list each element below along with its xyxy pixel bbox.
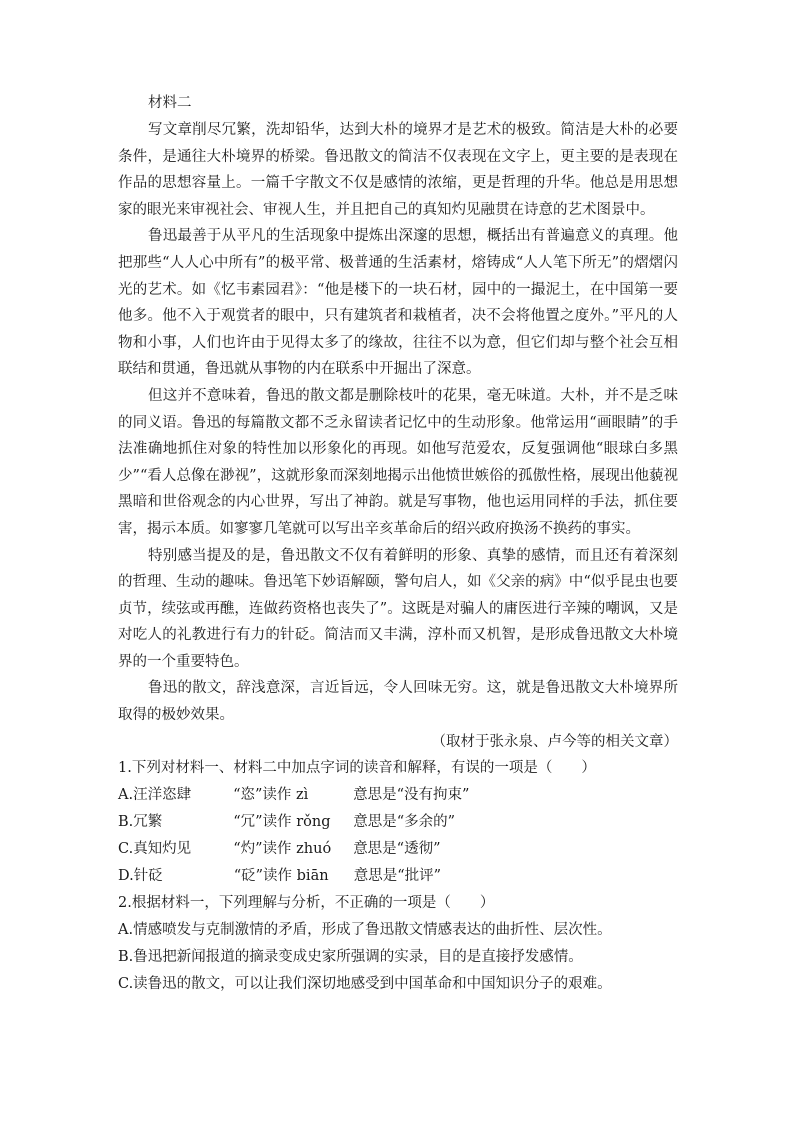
option-label: A.	[118, 787, 134, 804]
content-column	[118, 90, 678, 998]
question-1-option-a	[118, 782, 678, 809]
question-2-option-b: B.鲁迅把新闻报道的摘录变成史家所强调的实录，目的是直接抒发感情。	[118, 949, 583, 966]
option-term: 冗繁	[133, 814, 163, 831]
material-paragraph-1: 写文章削尽冗繁，洗却铅华，达到大朴的境界才是艺术的极致。简洁是大朴的必要条件，是通往大朴境界的桥梁。鲁迅散文的简洁不仅表现在文字上，更主要的是表现在作品的思想容量上。一篇千字散文不仅是感情的浓缩，更是哲理的升华。他总是用思想家的眼光来审视社会、审视人生，并且把自己的真知灼见融贯在诗意的艺术图景中。	[118, 122, 678, 218]
material-heading: 材料二	[148, 95, 192, 111]
source-citation: （取材于张永泉、卢今等的相关文章）	[431, 733, 678, 750]
option-term: 真知灼见	[133, 841, 192, 858]
material-paragraph-4: 特别感当提及的是，鲁迅散文不仅有着鲜明的形象、真挚的感情，而且还有着深刻的哲理、生动的趣味。鲁迅笔下妙语解颐，警句启人，如《父亲的病》中“似乎昆虫也要贞节，续弦或再醮，连做药资格也丧失了”。这既是对骗人的庸医进行辛辣的嘲讽，又是对吃人的礼教进行有力的针砭。简洁而又丰满，淳朴而又机智，是形成鲁迅散文大朴境界的一个重要特色。	[118, 547, 678, 670]
question-1-option-d	[118, 863, 678, 890]
question-1-stem: 1.下列对材料一、材料二中加点字词的读音和解释，有误的一项是（ ）	[118, 760, 596, 777]
option-meaning: 意思是“批评”	[353, 868, 442, 885]
option-meaning: 意思是“透彻”	[353, 841, 441, 858]
option-reading: “冗”读作 rǒng	[233, 814, 331, 831]
option-term: 针砭	[133, 868, 163, 885]
question-1-option-c	[118, 836, 678, 863]
question-2-stem: 2.根据材料一，下列理解与分析，不正确的一项是（ ）	[118, 895, 495, 912]
option-label: D.	[118, 868, 134, 885]
option-reading: “砭”读作 biān	[233, 868, 329, 885]
option-meaning: 意思是“没有拘束”	[353, 787, 470, 804]
option-reading: “灼”读作 zhuó	[233, 841, 332, 858]
option-meaning: 意思是“多余的”	[353, 814, 456, 831]
question-1-option-b	[118, 809, 678, 836]
material-paragraph-2: 鲁迅最善于从平凡的生活现象中提炼出深邃的思想，概括出有普遍意义的真理。他把那些“人人心中所有”的极平常、极普通的生活素材，熔铸成“人人笔下所无”的熠熠闪光的艺术。如《忆韦素园君》：“他是楼下的一块石材，园中的一撮泥土，在中国第一要他多。他不入于观赏者的眼中，只有建筑者和栽植者，决不会将他置之度外。”平凡的人物和小事，人们也许由于见得太多了的缘故，往往不以为意，但它们却与整个社会互相联结和贯通，鲁迅就从事物的内在联系中开掘出了深意。	[118, 228, 678, 378]
material-paragraph-5: 鲁迅的散文，辞浅意深，言近旨远，令人回味无穷。这，就是鲁迅散文大朴境界所取得的极妙效果。	[118, 680, 678, 724]
question-2-option-a: A.情感喷发与克制激情的矛盾，形成了鲁迅散文情感表达的曲折性、层次性。	[118, 922, 612, 939]
option-reading: “恣”读作 zì	[233, 787, 309, 804]
question-2-option-c: C.读鲁迅的散文，可以让我们深切地感受到中国革命和中国知识分子的艰难。	[118, 976, 612, 993]
material-paragraph-3: 但这并不意味着，鲁迅的散文都是删除枝叶的花果，毫无味道。大朴，并不是乏味的同义语。鲁迅的每篇散文都不乏永留读者记忆中的生动形象。他常运用“画眼睛”的手法准确地抓住对象的特性加以形象化的再现。如他写范爱农，反复强调他“眼球白多黑少”“看人总像在渺视”，这就形象而深刻地揭示出他愤世嫉俗的孤傲性格，展现出他藐视黑暗和世俗观念的内心世界，写出了神韵。就是写事物，他也运用同样的手法，抓住要害，揭示本质。如寥寥几笔就可以写出辛亥革命后的绍兴政府换汤不换药的事实。	[118, 387, 678, 537]
option-term: 汪洋恣肆	[133, 787, 192, 804]
option-label: C.	[118, 841, 134, 858]
option-label: B.	[118, 814, 134, 831]
